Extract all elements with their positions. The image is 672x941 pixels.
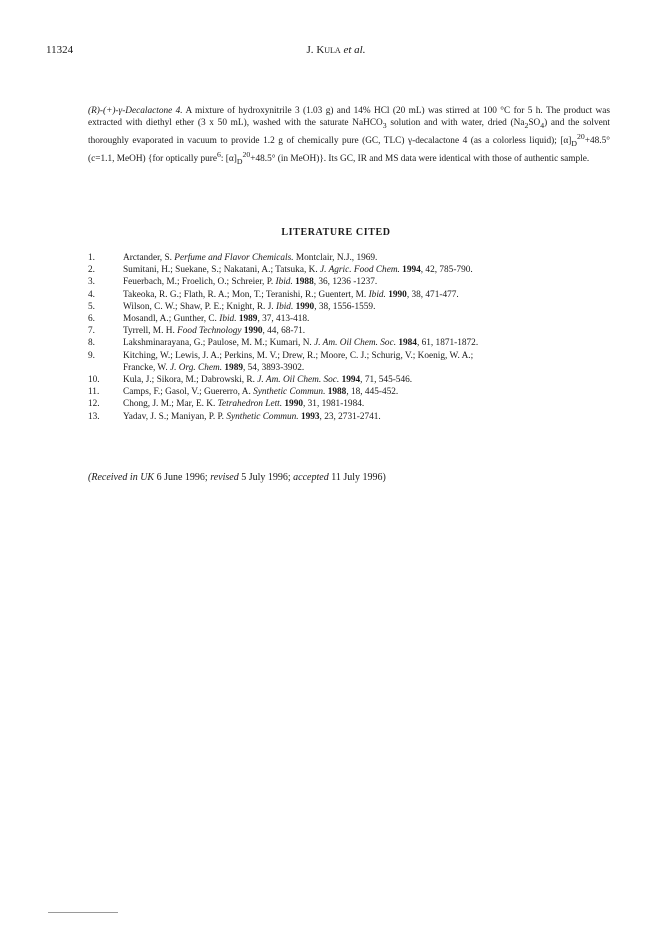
reference-item [88,411,618,423]
received-label: Received in UK [91,472,155,483]
reference-number: 7. [88,326,95,337]
reference-year: 1989 [236,314,258,325]
reference-number: 1. [88,253,95,263]
reference-pages: , 44, 68-71. [262,326,306,337]
accepted-label: accepted [293,472,329,483]
reference-authors: Kula, J.; Sikora, M.; Dabrowski, R. [123,375,258,386]
reference-item [88,313,618,325]
reference-number: 10. [88,375,100,386]
reference-number: 2. [88,265,95,276]
reference-authors: Arctander, S. [123,253,175,263]
procedure-paragraph: (R)-(+)-γ-Decalactone 4. A mixture of hydroxynitrile 3 (1.03 g) and 14% HCl (20 mL) was stirred at 100 °C for 5 h. The product was extracted with diethyl ether (3 x 50 mL), washed with the saturate NaHCO$_3$ solution and with water, dried $(Na_2SO_4)$ and the solvent thoroughly evaporated in vacuum to provide 1.2 g of chemically pure (GC, TLC) γ-decalactone 4 (as a colorless liquid); $[\alpha]_D^{20}+48.5^\circ$ (c=1.1, MeOH) {for optically pure$^6$: $[\alpha]_D^{20}+48.5^\circ$ (in MeOH)}. Its GC, IR and MS data were identical with those of authentic sample. [88,106,610,166]
reference-authors: Yadav, J. S.; Maniyan, P. P. [123,411,227,422]
reference-item [88,276,618,288]
reference-year: 1994 [339,375,361,386]
reference-item [88,325,618,337]
reference-journal: Perfume and Flavor Chemicals. [174,253,294,263]
reference-year: 1988 [325,387,347,398]
reference-number: 4. [88,289,95,300]
reference-year: 1990 [385,289,407,300]
reference-number: 12. [88,399,100,410]
reference-item [88,337,618,349]
reference-pages: , 36, 1236 -1237. [313,277,378,288]
received-line: (Received in UK 6 June 1996; revised 5 July 1996; accepted 11 July 1996) [88,472,386,483]
reference-journal: Ibid. [368,289,386,300]
reference-pages: , 38, 1556-1559. [314,301,376,312]
reference-journal: J. Am. Oil Chem. Soc. [257,375,340,386]
reference-authors-cont: Francke, W. [123,362,170,373]
reference-list [88,252,618,423]
reference-authors: Takeoka, R. G.; Flath, R. A.; Mon, T.; Teranishi, R.; Guentert, M. [123,289,369,300]
reference-pages: , 38, 471-477. [406,289,459,300]
reference-number: 13. [88,411,100,422]
reference-pages: Montclair, N.J., 1969. [293,253,378,263]
reference-journal: J. Agric. Food Chem. [319,265,400,276]
reference-item [88,398,618,410]
reference-item [88,374,618,386]
reference-journal: Ibid. [275,301,294,312]
reference-year: 1989 [222,362,243,373]
reference-number: 9. [88,350,95,361]
reference-pages: , 37, 413-418. [257,314,310,325]
reference-item [88,301,618,313]
reference-authors: Chong, J. M.; Mar, E. K. [123,399,218,410]
reference-item [88,350,618,374]
reference-item [88,264,618,276]
running-head [0,44,672,56]
reference-year: 1994 [399,265,421,276]
reference-number: 3. [88,277,95,288]
reference-pages: , 54, 3893-3902. [243,362,305,373]
reference-journal: Food Technology [177,326,242,337]
reference-journal: Tetrahedron Lett. [217,399,283,410]
reference-year: 1990 [241,326,263,337]
reference-item [88,252,618,264]
reference-journal: J. Am. Oil Chem. Soc. [314,338,397,349]
reference-journal: J. Org. Chem. [170,362,223,373]
reference-journal: Synthetic Commun. [226,411,299,422]
reference-journal: Ibid. [219,314,237,325]
reference-authors: Feuerbach, M.; Froelich, O.; Schreier, P. [123,277,276,288]
reference-journal: Synthetic Commun. [253,387,326,398]
reference-authors: Wilson, C. W.; Shaw, P. E.; Knight, R. J. [123,301,276,312]
reference-pages: , 61, 1871-1872. [416,338,479,349]
reference-year: 1988 [292,277,314,288]
reference-item [88,289,618,301]
footer-rule [48,912,118,913]
reference-number: 8. [88,338,95,349]
reference-pages: , 23, 2731-2741. [319,411,381,422]
reference-authors: Sumitani, H.; Suekane, S.; Nakatani, A.; Tatsuka, K. [123,265,320,276]
author-initial: J. [306,44,317,56]
reference-journal: Ibid. [275,277,293,288]
reference-year: 1990 [293,301,315,312]
reference-pages: , 42, 785-790. [420,265,473,276]
reference-number: 11. [88,387,100,398]
reference-number: 6. [88,314,95,325]
procedure-lead: (R)-(+)-γ-Decalactone 4. [88,106,183,117]
reference-pages: , 71, 545-546. [360,375,413,386]
reference-authors: Kitching, W.; Lewis, J. A.; Perkins, M. V.; Drew, R.; Moore, C. J.; Schurig, V.; Koenig, W. A.; [123,350,474,361]
reference-year: 1990 [282,399,303,410]
author-surname: Kula [316,44,341,56]
reference-authors: Tyrrell, M. H. [123,326,178,337]
page-number: 11324 [46,44,74,56]
reference-pages: , 18, 445-452. [346,387,399,398]
revised-label: revised [210,472,239,483]
reference-authors: Camps, F.; Gasol, V.; Guererro, A. [123,387,254,398]
reference-authors: Lakshminarayana, G.; Paulose, M. M.; Kumari, N. [123,338,315,349]
reference-number: 5. [88,301,95,312]
literature-heading: LITERATURE CITED [281,227,391,238]
reference-year: 1984 [396,338,417,349]
reference-pages: , 31, 1981-1984. [303,399,365,410]
reference-authors: Mosandl, A.; Gunther, C. [123,314,220,325]
reference-item [88,386,618,398]
author-etal: et al. [340,44,366,56]
reference-year: 1993 [298,411,320,422]
